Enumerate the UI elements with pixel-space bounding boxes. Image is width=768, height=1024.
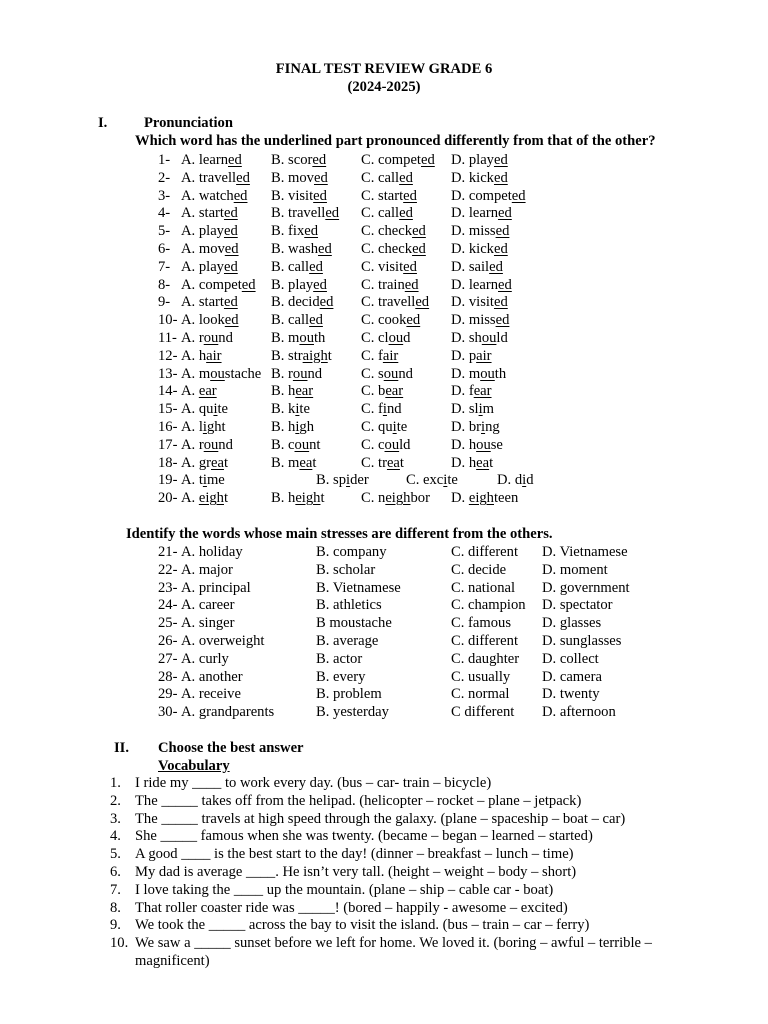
answer-option: A. receive bbox=[181, 686, 241, 703]
answer-option: B. decided bbox=[271, 294, 334, 311]
answer-option: C. famous bbox=[451, 615, 511, 632]
answer-option: B. Vietnamese bbox=[316, 579, 401, 596]
answer-option: C. cooked bbox=[361, 312, 421, 329]
answer-option: D. camera bbox=[542, 668, 602, 685]
item-number: 3- bbox=[158, 187, 171, 204]
answer-option: D. bring bbox=[451, 419, 500, 435]
question-number: 10. bbox=[110, 935, 129, 952]
answer-option: C. trained bbox=[361, 276, 419, 293]
answer-option: C. champion bbox=[451, 597, 526, 614]
answer-option: C. bear bbox=[361, 383, 404, 400]
answer-option: B. high bbox=[271, 419, 314, 435]
answer-option: D. kicked bbox=[451, 241, 508, 257]
answer-option: C. competed bbox=[361, 152, 435, 168]
answer-option: B. moved bbox=[271, 169, 328, 186]
answer-option: D. mouth bbox=[451, 365, 507, 382]
answer-option: D. government bbox=[542, 579, 630, 596]
question-text: I ride my ____ to work every day. (bus – car- train – bicycle) bbox=[135, 775, 492, 791]
answer-option: A. played bbox=[181, 258, 238, 275]
answer-option: C. normal bbox=[451, 686, 510, 703]
document-title: FINAL TEST REVIEW GRADE 6 bbox=[275, 61, 493, 77]
item-number: 2- bbox=[158, 169, 171, 186]
answer-option: A. moustache bbox=[181, 365, 262, 382]
answer-option: D. learned bbox=[451, 276, 512, 293]
answer-option: D. slim bbox=[451, 401, 494, 418]
pronunciation-instruction: Which word has the underlined part pronounced differently from that of the other? bbox=[135, 133, 656, 149]
answer-option: C. could bbox=[361, 436, 411, 453]
answer-option: C. different bbox=[451, 544, 519, 560]
answer-option: A. played bbox=[181, 223, 238, 240]
answer-option: B. visited bbox=[271, 187, 327, 204]
answer-option: C. find bbox=[361, 401, 402, 418]
question-number: 3. bbox=[110, 810, 121, 827]
item-number: 21- bbox=[158, 544, 178, 560]
answer-option: B. kite bbox=[271, 401, 310, 418]
answer-option: B. athletics bbox=[316, 597, 382, 614]
question-number: 4. bbox=[110, 828, 121, 845]
answer-option: A. eight bbox=[181, 490, 229, 507]
section-2-heading: Choose the best answer bbox=[158, 740, 304, 756]
answer-option: C. treat bbox=[361, 454, 404, 471]
answer-option: A. learned bbox=[181, 152, 242, 168]
answer-option: D. did bbox=[497, 472, 534, 489]
answer-option: B. actor bbox=[316, 650, 363, 667]
answer-option: C. quite bbox=[361, 419, 408, 435]
answer-option: C. visited bbox=[361, 258, 417, 275]
item-number: 11- bbox=[158, 330, 177, 346]
item-number: 24- bbox=[158, 597, 178, 614]
answer-option: D. Vietnamese bbox=[542, 544, 628, 560]
answer-option: C. decide bbox=[451, 561, 507, 578]
answer-option: A. quite bbox=[181, 401, 229, 418]
answer-option: A. light bbox=[181, 419, 226, 435]
answer-option: C. sound bbox=[361, 365, 413, 382]
item-number: 23- bbox=[158, 579, 178, 596]
answer-option: D. learned bbox=[451, 205, 512, 222]
item-number: 18- bbox=[158, 454, 178, 471]
answer-option: D. played bbox=[451, 152, 508, 168]
answer-option: D. fear bbox=[451, 383, 492, 400]
item-number: 17- bbox=[158, 436, 178, 453]
answer-option: B. travelled bbox=[271, 205, 340, 222]
answer-option: B. straight bbox=[271, 347, 332, 364]
answer-option: A. started bbox=[181, 294, 238, 311]
answer-option: A. grandparents bbox=[181, 704, 275, 721]
answer-option: D. eighteen bbox=[451, 490, 519, 507]
answer-option: A. travelled bbox=[181, 169, 250, 186]
item-number: 16- bbox=[158, 419, 178, 435]
answer-option: B. height bbox=[271, 490, 325, 507]
answer-option: B moustache bbox=[316, 615, 392, 632]
answer-option: A. major bbox=[181, 561, 233, 578]
answer-option: D. visited bbox=[451, 294, 508, 311]
question-number: 8. bbox=[110, 899, 121, 916]
item-number: 10- bbox=[158, 312, 178, 329]
answer-option: B. meat bbox=[271, 454, 317, 471]
answer-option: D. sailed bbox=[451, 258, 503, 275]
answer-option: A. round bbox=[181, 330, 233, 346]
answer-option: C. different bbox=[451, 633, 519, 649]
answer-option: C. daughter bbox=[451, 650, 520, 667]
answer-option: B. problem bbox=[316, 686, 382, 703]
answer-option: A. another bbox=[181, 668, 243, 685]
answer-option: B. round bbox=[271, 365, 323, 382]
question-text: The _____ travels at high speed through the galaxy. (plane – spaceship – boat – car) bbox=[135, 810, 626, 827]
answer-option: B. spider bbox=[316, 472, 369, 489]
section-1-numeral: I. bbox=[98, 115, 108, 131]
answer-option: A. ear bbox=[181, 383, 217, 400]
item-number: 7- bbox=[158, 258, 171, 275]
answer-option: B. hear bbox=[271, 383, 314, 400]
answer-option: C. excite bbox=[406, 472, 458, 489]
question-text: I love taking the ____ up the mountain. (plane – ship – cable car - boat) bbox=[135, 881, 554, 898]
question-text: We saw a _____ sunset before we left for home. We loved it. (boring – awful – terrible – magnificent) bbox=[135, 935, 652, 969]
answer-option: C. called bbox=[361, 205, 413, 222]
question-text: That roller coaster ride was _____! (bored – happily - awesome – excited) bbox=[135, 899, 568, 916]
item-number: 28- bbox=[158, 668, 178, 685]
question-number: 5. bbox=[110, 846, 121, 863]
question-text: The _____ takes off from the helipad. (helicopter – rocket – plane – jetpack) bbox=[135, 792, 582, 809]
item-number: 27- bbox=[158, 650, 178, 667]
answer-option: C. fair bbox=[361, 347, 399, 364]
answer-option: D. twenty bbox=[542, 686, 600, 703]
answer-option: C. checked bbox=[361, 241, 426, 257]
question-text: My dad is average ____. He isn’t very tall. (height – weight – body – short) bbox=[135, 864, 577, 880]
answer-option: D. house bbox=[451, 436, 503, 453]
answer-option: A. started bbox=[181, 205, 238, 222]
answer-option: A. hair bbox=[181, 347, 222, 364]
answer-option: C. cloud bbox=[361, 330, 411, 346]
question-text: We took the _____ across the bay to visit the island. (bus – train – car – ferry) bbox=[135, 917, 590, 934]
question-number: 6. bbox=[110, 864, 121, 880]
answer-option: A. watched bbox=[181, 187, 248, 204]
answer-option: B. yesterday bbox=[316, 704, 389, 721]
vocabulary-subheading: Vocabulary bbox=[158, 758, 230, 774]
answer-option: A. curly bbox=[181, 650, 229, 667]
item-number: 20- bbox=[158, 490, 178, 507]
question-number: 9. bbox=[110, 917, 121, 934]
answer-option: B. washed bbox=[271, 241, 332, 257]
question-number: 2. bbox=[110, 792, 121, 809]
item-number: 30- bbox=[158, 704, 178, 721]
item-number: 1- bbox=[158, 152, 171, 168]
question-text: She _____ famous when she was twenty. (became – began – learned – started) bbox=[135, 828, 593, 845]
answer-option: C. started bbox=[361, 187, 417, 204]
answer-option: C. travelled bbox=[361, 294, 430, 311]
section-2-numeral: II. bbox=[114, 740, 130, 756]
answer-option: D. should bbox=[451, 330, 508, 346]
answer-option: B. fixed bbox=[271, 223, 319, 240]
answer-option: B. company bbox=[316, 544, 387, 560]
answer-option: C different bbox=[451, 704, 515, 721]
answer-option: C. usually bbox=[451, 668, 511, 685]
answer-option: D. sunglasses bbox=[542, 633, 622, 649]
item-number: 13- bbox=[158, 365, 178, 382]
answer-option: B. scholar bbox=[316, 561, 376, 578]
item-number: 5- bbox=[158, 223, 171, 240]
answer-option: A. looked bbox=[181, 312, 239, 329]
item-number: 8- bbox=[158, 276, 171, 293]
answer-option: D. pair bbox=[451, 347, 492, 364]
answer-option: B. count bbox=[271, 436, 321, 453]
answer-option: B. played bbox=[271, 276, 327, 293]
answer-option: C. called bbox=[361, 169, 413, 186]
answer-option: B. average bbox=[316, 633, 379, 649]
item-number: 4- bbox=[158, 205, 171, 222]
answer-option: C. checked bbox=[361, 223, 426, 240]
answer-option: A. principal bbox=[181, 579, 251, 596]
item-number: 14- bbox=[158, 383, 178, 400]
answer-option: D. spectator bbox=[542, 597, 613, 614]
answer-option: D. afternoon bbox=[542, 704, 616, 721]
answer-option: A. competed bbox=[181, 276, 256, 293]
answer-option: A. overweight bbox=[181, 633, 265, 649]
answer-option: D. glasses bbox=[542, 615, 602, 632]
answer-option: C. national bbox=[451, 579, 516, 596]
answer-option: D. missed bbox=[451, 223, 510, 240]
answer-option: A. great bbox=[181, 454, 229, 471]
item-number: 26- bbox=[158, 633, 178, 649]
answer-option: A. holiday bbox=[181, 544, 243, 560]
answer-option: D. kicked bbox=[451, 169, 508, 186]
answer-option: A. round bbox=[181, 436, 233, 453]
item-number: 22- bbox=[158, 561, 178, 578]
answer-option: D. heat bbox=[451, 454, 494, 471]
item-number: 29- bbox=[158, 686, 178, 703]
answer-option: B. every bbox=[316, 668, 366, 685]
section-1-heading: Pronunciation bbox=[144, 115, 233, 131]
item-number: 19- bbox=[158, 472, 178, 489]
answer-option: B. called bbox=[271, 258, 323, 275]
answer-option: D. collect bbox=[542, 650, 599, 667]
answer-option: B. scored bbox=[271, 152, 327, 168]
item-number: 15- bbox=[158, 401, 178, 418]
document-year: (2024-2025) bbox=[347, 79, 421, 95]
item-number: 12- bbox=[158, 347, 178, 364]
question-number: 1. bbox=[110, 775, 121, 791]
item-number: 9- bbox=[158, 294, 171, 311]
item-number: 6- bbox=[158, 241, 171, 257]
answer-option: A. moved bbox=[181, 241, 239, 257]
answer-option: C. neighbor bbox=[361, 490, 430, 507]
answer-option: D. competed bbox=[451, 187, 526, 204]
question-number: 7. bbox=[110, 881, 121, 898]
answer-option: B. mouth bbox=[271, 330, 326, 346]
answer-option: A. singer bbox=[181, 615, 235, 632]
item-number: 25- bbox=[158, 615, 178, 632]
stress-instruction: Identify the words whose main stresses are different from the others. bbox=[126, 526, 553, 542]
answer-option: B. called bbox=[271, 312, 323, 329]
answer-option: A. time bbox=[181, 472, 225, 489]
answer-option: D. moment bbox=[542, 561, 608, 578]
answer-option: D. missed bbox=[451, 312, 510, 329]
answer-option: A. career bbox=[181, 597, 235, 614]
question-text: A good ____ is the best start to the day! (dinner – breakfast – lunch – time) bbox=[135, 846, 574, 863]
